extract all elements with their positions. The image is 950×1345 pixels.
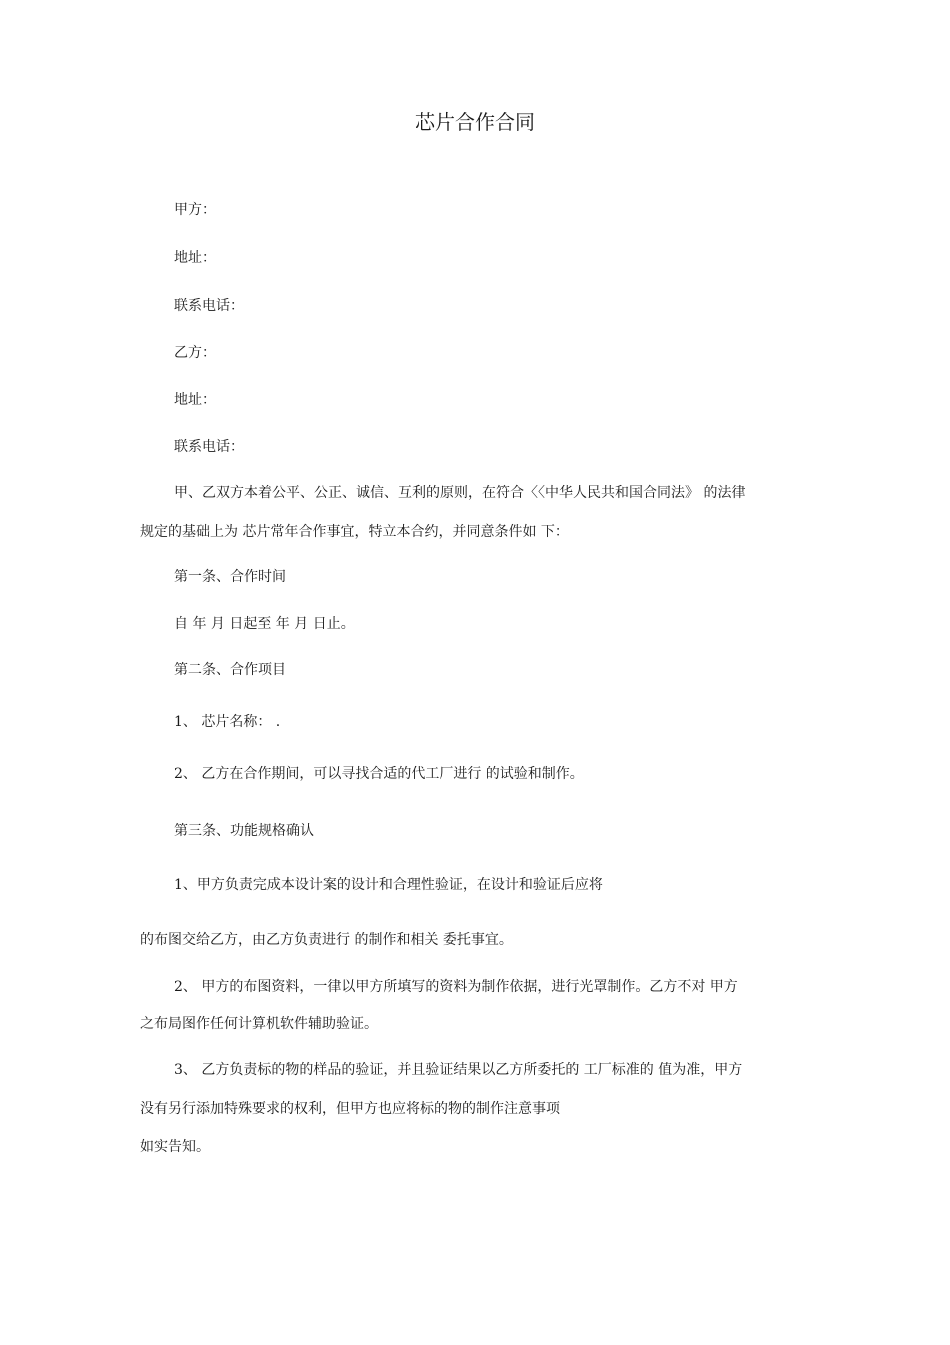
article3-item2-line-2: 之布局图作任何计算机软件辅助验证。	[140, 1016, 378, 1032]
article3-item1-line-1: 1、甲方负责完成本设计案的设计和合理性验证，在设计和验证后应将	[174, 877, 603, 893]
document-title: 芯片合作合同	[415, 110, 535, 134]
article3-item2-line-1: 2、 甲方的布图资料，一律以甲方所填写的资料为制作依据，进行光罩制作。乙方不对 甲方	[174, 979, 738, 995]
article2-item-2: 2、 乙方在合作期间，可以寻找合适的代工厂进行 的试验和制作。	[174, 766, 584, 782]
preamble-line-1: 甲、乙双方本着公平、公正、诚信、互利的原则，在符合〈〈中华人民共和国合同法》 的法律	[174, 485, 746, 501]
party-b-address: 地址：	[174, 392, 216, 408]
party-a-label: 甲方：	[174, 202, 216, 218]
article3-item3-line-2: 没有另行添加特殊要求的权利，但甲方也应将标的物的制作注意事项	[140, 1101, 560, 1117]
article3-item3-line-1: 3、 乙方负责标的物的样品的验证，并且验证结果以乙方所委托的 工厂标准的 值为准，甲方	[174, 1062, 743, 1078]
article2-item-1: 1、 芯片名称： .	[174, 714, 281, 730]
article1-body: 自 年 月 日起至 年 月 日止。	[174, 616, 355, 632]
article3-item3-line-3: 如实告知。	[140, 1139, 210, 1155]
article3-heading: 第三条、功能规格确认	[174, 823, 314, 839]
article2-heading: 第二条、合作项目	[174, 662, 286, 678]
party-b-phone: 联系电话：	[174, 439, 244, 455]
article3-item1-line-2: 的布图交给乙方，由乙方负责进行 的制作和相关 委托事宜。	[140, 932, 513, 948]
party-b-label: 乙方：	[174, 345, 216, 361]
preamble-line-2: 规定的基础上为 芯片常年合作事宜，特立本合约，并同意条件如 下：	[140, 524, 569, 540]
party-a-phone: 联系电话：	[174, 298, 244, 314]
article1-heading: 第一条、合作时间	[174, 569, 286, 585]
party-a-address: 地址：	[174, 250, 216, 266]
